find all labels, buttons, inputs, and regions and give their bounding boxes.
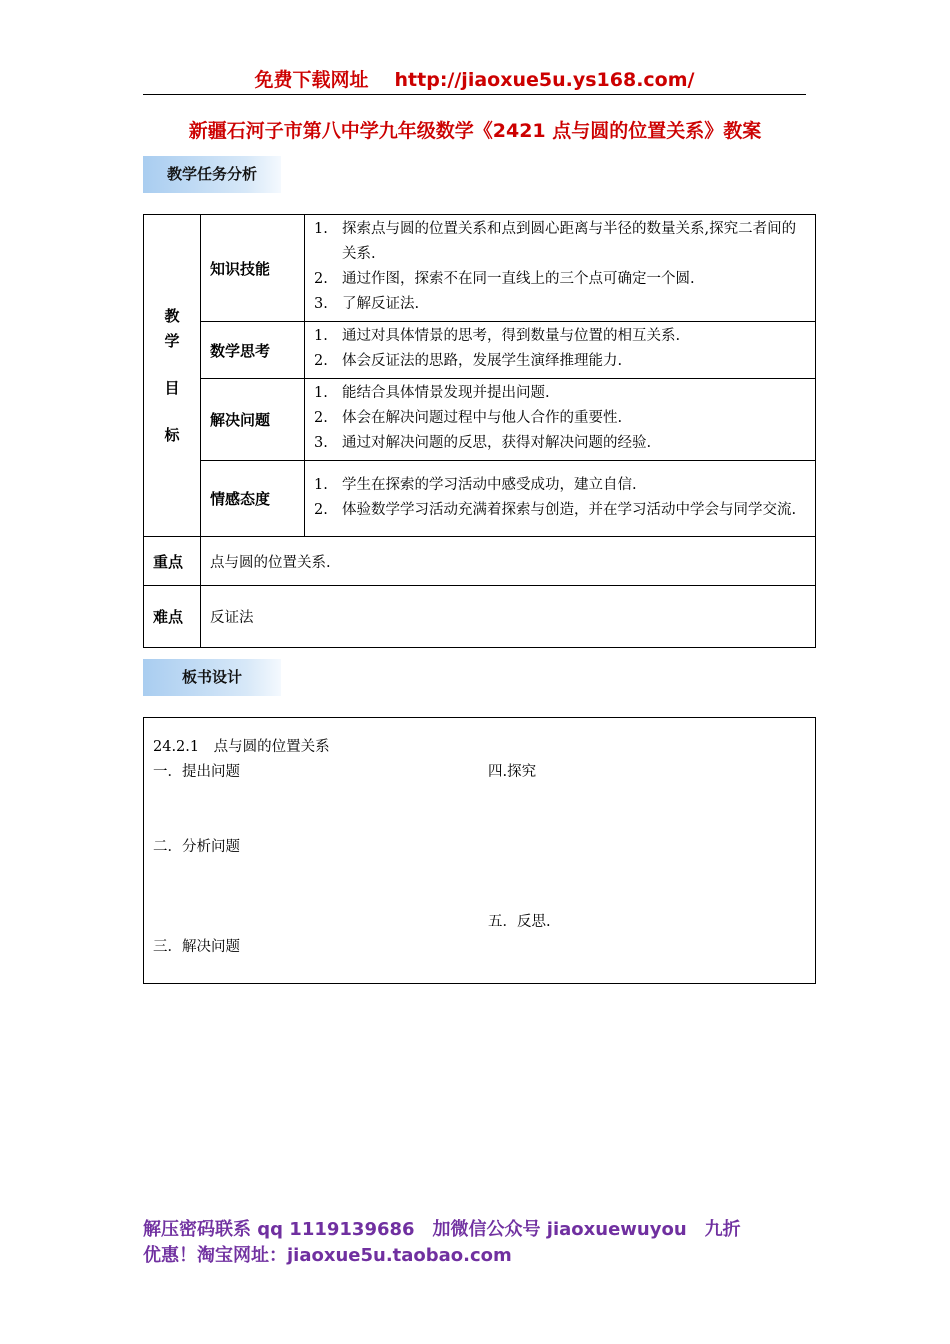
board-item-solve-question: 三．解决问题 (153, 939, 240, 955)
board-item-raise-question: 一．提出问题 (153, 764, 240, 780)
objective-label: 解决问题 (201, 379, 305, 461)
teaching-goals-label (144, 215, 201, 537)
objective-list (314, 217, 807, 317)
objective-row-problem-solving (144, 379, 816, 461)
board-item-explore: 四.探究 (488, 764, 537, 780)
footer-line-1: 解压密码联系 qq 1119139686 加微信公众号 jiaoxuewuyou 九折 (143, 1219, 741, 1240)
objective-item: 2. 体会反证法的思路，发展学生演绎推理能力. (314, 353, 623, 369)
difficulty-label: 难点 (144, 586, 201, 648)
footer-line-2: 优惠！淘宝网址：jiaoxue5u.taobao.com (143, 1245, 512, 1266)
objective-item: 2. 体会在解决问题过程中与他人合作的重要性. (314, 410, 623, 426)
document-title: 新疆石河子市第八中学九年级数学《2421 点与圆的位置关系》教案 (188, 120, 762, 142)
board-design-table (143, 717, 816, 984)
objectives-table (143, 214, 816, 648)
header-site-label: 免费下载网址 (254, 69, 369, 91)
objective-item: 1. 探索点与圆的位置关系和点到圆心距离与半径的数量关系,探究二者间的关系. (314, 221, 797, 262)
page-header (143, 66, 806, 95)
objective-list (314, 324, 807, 374)
difficulty-text: 反证法 (201, 586, 816, 648)
goal-char: 学 (164, 331, 180, 350)
objective-list (314, 381, 807, 456)
objective-item: 1. 通过对具体情景的思考，得到数量与位置的相互关系. (314, 328, 681, 344)
objective-row-attitude (144, 461, 816, 537)
objective-row-knowledge (144, 215, 816, 322)
difficulty-row (144, 586, 816, 648)
key-point-text: 点与圆的位置关系. (201, 537, 816, 586)
goal-char: 目 (164, 378, 180, 397)
header-site-url[interactable]: http://jiaoxue5u.ys168.com/ (394, 69, 695, 91)
objective-list (314, 473, 807, 523)
objective-label: 数学思考 (201, 322, 305, 379)
objective-item: 3. 通过对解决问题的反思，获得对解决问题的经验. (314, 435, 652, 451)
board-heading: 24.2.1 点与圆的位置关系 (153, 739, 330, 755)
goal-char: 标 (164, 425, 180, 444)
board-item-analyze-question: 二．分析问题 (153, 839, 240, 855)
section-task-analysis: 教学任务分析 (143, 156, 281, 193)
page-footer (143, 1217, 823, 1269)
objective-item: 1. 学生在探索的学习活动中感受成功，建立自信. (314, 476, 637, 493)
objective-label: 情感态度 (201, 461, 305, 537)
board-item-reflect: 五．反思. (488, 914, 551, 930)
objective-item: 3. 了解反证法. (314, 296, 420, 312)
objective-label: 知识技能 (201, 215, 305, 322)
objective-item: 1. 能结合具体情景发现并提出问题. (314, 385, 550, 401)
objective-item: 2. 体验数学学习活动充满着探索与创造，并在学习活动中学会与同学交流. (314, 501, 797, 518)
objective-row-thinking (144, 322, 816, 379)
key-point-row (144, 537, 816, 586)
goal-char: 教 (164, 306, 180, 325)
section-board-design: 板书设计 (143, 659, 281, 696)
objective-item: 2. 通过作图，探索不在同一直线上的三个点可确定一个圆. (314, 271, 695, 287)
key-point-label: 重点 (144, 537, 201, 586)
